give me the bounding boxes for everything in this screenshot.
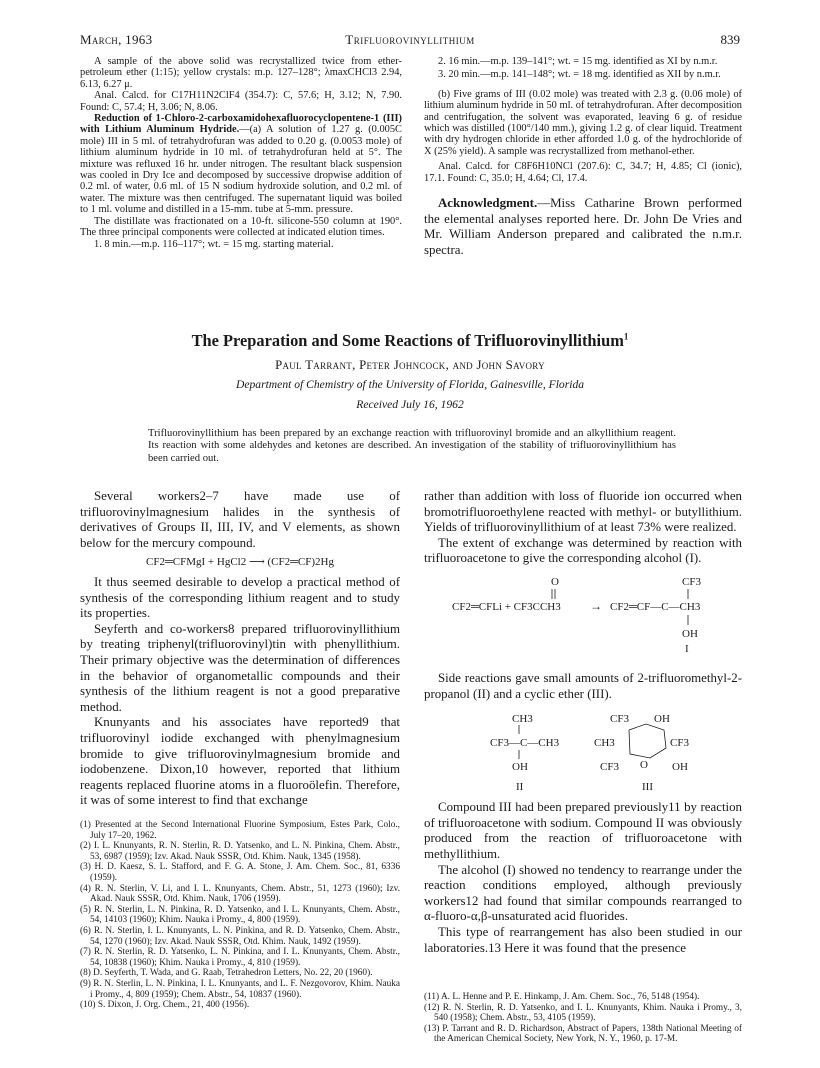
paragraph: Several workers2–7 have made use of trifluorovinylmagnesium halides in the synthesis of derivatives of Groups II, III, IV, and V elements, as shown below for the mercury compound.: [80, 489, 400, 550]
footnote: (1) Presented at the Second International Fluorine Symposium, Estes Park, Colo., July 17–20, 1962.: [80, 820, 400, 841]
article-affiliation: Department of Chemistry of the University of Florida, Gainesville, Florida: [235, 378, 585, 391]
footnotes-right: [424, 992, 742, 1045]
reaction-scheme-1: [424, 571, 742, 671]
paragraph: The alcohol (I) showed no tendency to rearrange under the reaction conditions employed, although previously workers12 had found that similar compounds rearranged to α-fluoro-α,β-unsaturated acid fluorides.: [424, 862, 742, 924]
previous-article-right-column: [424, 56, 742, 258]
footnote: (4) R. N. Sterlin, V. Li, and I. L. Knunyants, Chem. Abstr., 51, 1273 (1960); Izv. Akad. Nauk SSSR, Otd. Khim. Nauk, 1706 (1959).: [80, 883, 400, 905]
received-date: Received July 16, 1962: [356, 398, 464, 411]
scheme-cf3: CF3: [682, 575, 701, 588]
iii-oh-top: OH: [654, 713, 670, 726]
paragraph: It thus seemed desirable to develop a practical method of synthesis of the corresponding lithium reagent and to study its properties.: [80, 574, 400, 621]
paragraph: Seyferth and co-workers8 prepared trifluorovinyllithium by treating triphenyl(trifluorovinyl)tin with phenyllithium. Their primary objective was the determination of differences in the behavior of organometallic compounds and their synthesis of the lithium reagent is not a good preparative method.: [80, 621, 400, 714]
footnote: (5) R. N. Sterlin, L. N. Pinkina, R. D. Yatsenko, and I. L. Knunyants, Chem. Abstr., 54, 14103 (1960); Khim. Nauka i Promy., 4, 800 (1959).: [80, 904, 400, 926]
article-authors: Paul Tarrant, Peter Johncock, and John Savory: [275, 358, 545, 372]
iii-ring: [629, 724, 666, 758]
paragraph-analysis: Anal. Calcd. for C17H11N2ClF4 (354.7): C, 57.6; H, 3.12; N, 7.90. Found: C, 57.4; H, 3.06; N, 8.06.: [80, 90, 402, 113]
ii-hydroxyl: OH: [512, 761, 528, 774]
footnote: (7) R. N. Sterlin, R. D. Yatsenko, L. N. Pinkina, and I. L. Knunyants, Chem. Abstr., 54, 10838 (1960); Khim. Nauka i Promy., 4, 810 (1959).: [80, 947, 400, 968]
article-title: The Preparation and Some Reactions of Trifluorovinyllithium$^1$: [191, 331, 629, 350]
header-journal-title: Trifluorovinyllithium: [345, 32, 475, 47]
iii-cf3-right: CF3: [670, 737, 689, 750]
acknowledgment-heading: Acknowledgment.: [438, 196, 538, 211]
compound-label-I: I: [685, 642, 689, 655]
structures-II-III: [424, 708, 742, 800]
running-header: [80, 32, 740, 48]
compound-label-II: II: [516, 781, 524, 794]
scheme-oxygen: O: [551, 575, 559, 588]
list-item: 2. 16 min.—m.p. 139–141°; wt. = 15 mg. identified as XI by n.m.r.: [438, 56, 718, 67]
list-item: 1. 8 min.—m.p. 116–117°; wt. = 15 mg. starting material.: [94, 238, 334, 250]
footnote: (2) I. L. Knunyants, R. N. Sterlin, R. D. Yatsenko, and L. N. Pinkina, Chem. Abstr., 53, 6987 (1959); Izv. Akad. Nauk SSSR, Otd. Khim. Nauk, 1345 (1958).: [80, 841, 400, 862]
footnote: (9) R. N. Sterlin, L. N. Pinkina, I. L. Knunyants, and L. F. Nezgovorov, Khim. Nauka i Promy., 4, 809 (1959); Chem. Abstr., 54, 10837 (1960).: [80, 978, 400, 1000]
paragraph: (b) Five grams of III (0.02 mole) was treated with 2.3 g. (0.06 mole) of lithium aluminum hydride in 50 ml. of tetrahydrofuran. After decomposition and centrifugation, the solvent was evaporated, leaving 6 g. of residue which was distilled (100°/140 mm.), giving 1.2 g. of clear liquid. Treatment with dry hydrogen chloride in ether afforded 1.0 g. of the hydrochloride of X (25% yield). A sample was recrystallized from methanol-ether.: [424, 88, 742, 157]
paragraph: Side reactions gave small amounts of 2-trifluoromethyl-2-propanol (II) and a cyclic ether (III).: [424, 670, 742, 701]
paragraph: rather than addition with loss of fluoride ion occurred when bromotrifluoroethylene reacted with methyl- or butyllithium. Yields of trifluorovinyllithium of at least 73% were realized.: [424, 489, 742, 535]
scheme-hydroxyl: OH: [682, 627, 698, 640]
iii-methyl: CH3: [594, 737, 615, 750]
iii-cf3-bottom: CF3: [600, 761, 619, 774]
list-item: 3. 20 min.—m.p. 141–148°; wt. = 18 mg. identified as XII by n.m.r.: [438, 69, 721, 81]
scheme-reactants: CF2═CFLi + CF3CCH3: [452, 600, 561, 613]
iii-ring-oxygen: O: [640, 759, 648, 772]
paragraph: A sample of the above solid was recrystallized twice from ether-petroleum ether (1:15); yellow crystals: m.p. 127–128°; λmaxCHCl3 2.94, 6.13, 6.27 μ.: [80, 56, 402, 90]
scheme-arrow: →: [590, 598, 602, 613]
paragraph: Knunyants and his associates have reported9 that trifluorovinyl iodide exchanged with phenylmagnesium bromide to give trifluorovinylmagnesium bromide and iodobenzene. Dixon,10 however, reported that lithium reagents replaced fluorine atoms in a fluoroölefin. Therefore, it was of some interest to find that exchange: [80, 715, 400, 808]
iii-cf3-top: CF3: [610, 713, 629, 726]
footnotes-left: [80, 820, 400, 1011]
ii-methyl: CH3: [512, 713, 533, 726]
footnote: (11) A. L. Henne and P. E. Hinkamp, J. Am. Chem. Soc., 76, 5148 (1954).: [424, 992, 700, 1002]
footnote: (6) R. N. Sterlin, I. L. Knunyants, L. N. Pinkina, and R. D. Yatsenko, Chem. Abstr., 54, 1270 (1960); Izv. Akad. Nauk SSSR, Otd. Khim. Nauk, 1492 (1959).: [80, 925, 400, 947]
previous-article-left-column: [80, 56, 402, 250]
paragraph: The distillate was fractionated on a 10-ft. silicone-550 column at 190°. The three principal components were collected at indicated elution times.: [80, 215, 402, 239]
iii-oh-bottom: OH: [672, 761, 688, 774]
abstract: Trifluorovinyllithium has been prepared by an exchange reaction with trifluorovinyl bromide and an alkyllithium reagent. Its reaction with some aldehydes and ketones are described. An investigation of the stability of trifluorovinyllithium has been carried out.: [148, 428, 676, 464]
footnote: (8) D. Seyferth, T. Wada, and G. Raab, Tetrahedron Letters, No. 22, 20 (1960).: [80, 968, 373, 979]
header-date: March, 1963: [80, 32, 153, 47]
acknowledgment: Acknowledgment.—Miss Catharine Brown performed the elemental analyses reported here. Dr. John De Vries and Mr. William Anderson prepared and calibrated the n.m.r. spectra.: [424, 196, 742, 257]
paragraph-analysis: Anal. Calcd. for C8F6H10NCl (207.6): C, 34.7; H, 4.85; Cl (ionic), 17.1. Found: C, 35.0; H, 4.64; Cl, 17.4.: [424, 161, 742, 184]
paragraph: Compound III had been prepared previously11 by reaction of trifluoroacetone with sodium. Compound II was obviously produced from the reaction of trifluoroacetone with methyllithium.: [424, 800, 742, 861]
footnote: (12) R. N. Sterlin, R. D. Yatsenko, and I. L. Knunyants, Khim. Nauka i Promy., 3, 540 (1958); Chem. Abstr., 53, 4105 (1959).: [424, 1002, 742, 1024]
body-left-column: [80, 489, 400, 809]
footnote: (13) P. Tarrant and R. D. Richardson, Abstract of Papers, 138th National Meeting of the American Chemical Society, New York, N. Y., 1960, p. 17-M.: [424, 1023, 742, 1045]
ii-main-chain: CF3—C—CH3: [490, 737, 560, 750]
footnote: (3) H. D. Kaesz, S. L. Stafford, and F. G. A. Stone, J. Am. Chem. Soc., 81, 6336 (1959).: [80, 862, 400, 883]
paragraph-reduction: Reduction of 1-Chloro-2-carboxamidohexafluorocyclopentene-1 (III) with Lithium Aluminum Hydride.—(a) A solution of 1.27 g. (0.005C mole) III in 5 ml. of tetrahydrofuran was added to 0.20 g. (0.0053 mole) of lithium aluminum hydride in 10 ml. of tetrahydrofuran held at 5°. The mixture was refluxed 16 hr. under nitrogen. The resultant black suspension was cooled in Dry Ice and decomposed by successive dropwise addition of 0.2 ml. of water, 0.6 ml. of 15 N sodium hydroxide solution, and 0.2 ml. of water. The mixture was then centrifuged. The supernatant liquid was boiled to 1 ml. volume and distilled in a 15-mm. tube at 5-mm. pressure.: [80, 113, 402, 216]
body-right-column: [424, 489, 742, 956]
scheme-product: CF2═CF—C—CH3: [610, 600, 701, 613]
paragraph: This type of rearrangement has also been studied in our laboratories.13 Here it was found that the presence: [424, 924, 742, 955]
header-page-number: 839: [720, 32, 740, 47]
footnote: (10) S. Dixon, J. Org. Chem., 21, 400 (1956).: [80, 1000, 250, 1011]
section-heading: Reduction of 1-Chloro-2-carboxamidohexafluorocyclopentene-1 (III) with Lithium Aluminum Hydride.: [80, 113, 402, 136]
compound-label-III: III: [642, 781, 653, 794]
equation: CF2═CFMgI + HgCl2 ⟶ (CF2═CF)2Hg: [146, 556, 334, 569]
paragraph: The extent of exchange was determined by reaction with trifluoroacetone to give the corresponding alcohol (I).: [424, 535, 742, 566]
